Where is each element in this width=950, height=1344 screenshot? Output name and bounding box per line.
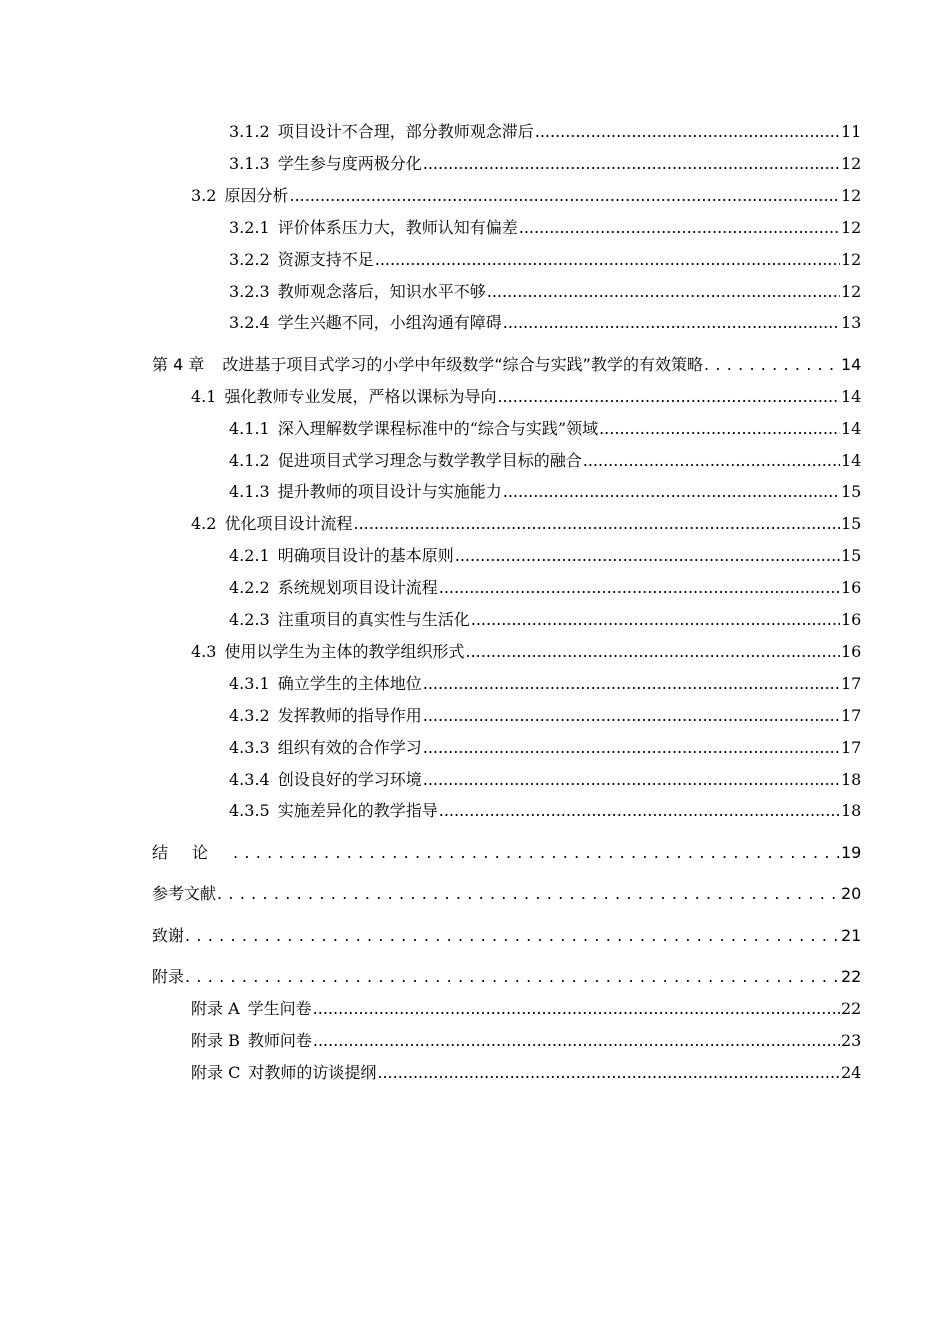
toc-entry-title: 促进项目式学习理念与数学教学目标的融合 bbox=[277, 451, 582, 470]
toc-references-entry[interactable] bbox=[152, 884, 862, 904]
dot-leader bbox=[471, 610, 840, 630]
toc-entry-title: 对教师的访谈提纲 bbox=[248, 1063, 377, 1082]
toc-entry-page: 16 bbox=[841, 578, 862, 597]
toc-entry-page: 22 bbox=[841, 999, 862, 1018]
toc-entry-number: 4.3.4 bbox=[229, 770, 270, 789]
toc-appendix-entry[interactable] bbox=[152, 967, 862, 987]
toc-entry-title: 学生问卷 bbox=[247, 999, 312, 1018]
toc-entry-number: 4.1.2 bbox=[229, 451, 270, 470]
toc-entry[interactable] bbox=[191, 999, 862, 1019]
toc-entry[interactable] bbox=[191, 514, 862, 534]
toc-entry-page: 17 bbox=[841, 738, 862, 757]
toc-entry[interactable] bbox=[229, 482, 862, 502]
toc-entry[interactable] bbox=[229, 218, 862, 238]
dot-leader bbox=[455, 546, 840, 566]
toc-entry-number: 3.2.3 bbox=[229, 282, 270, 301]
toc-entry[interactable] bbox=[229, 706, 862, 726]
toc-acknowledgements-entry[interactable] bbox=[152, 926, 862, 946]
dot-leader bbox=[423, 154, 840, 174]
toc-entry-page: 23 bbox=[841, 1031, 862, 1050]
toc-entry[interactable] bbox=[229, 250, 862, 270]
toc-entry-title: 致谢 bbox=[152, 926, 185, 945]
toc-entry-page: 17 bbox=[841, 674, 862, 693]
toc-entry[interactable] bbox=[191, 387, 862, 407]
toc-entry-number: 4.3 bbox=[191, 642, 217, 661]
toc-entry-title: 原因分析 bbox=[224, 186, 289, 205]
dot-leader bbox=[375, 250, 840, 270]
toc-entry-number: 附录 B bbox=[191, 1031, 240, 1050]
toc-entry[interactable] bbox=[191, 1063, 862, 1083]
toc-entry-number: 3.2.1 bbox=[229, 218, 270, 237]
toc-entry-page: 18 bbox=[841, 801, 862, 820]
toc-entry-page: 21 bbox=[841, 926, 862, 945]
toc-entry[interactable] bbox=[191, 1031, 862, 1051]
dot-leader bbox=[503, 482, 840, 502]
toc-entry-page: 15 bbox=[841, 482, 862, 501]
toc-entry-number: 4.3.5 bbox=[229, 801, 270, 820]
toc-entry-title: 注重项目的真实性与生活化 bbox=[277, 610, 470, 629]
toc-entry-page: 11 bbox=[841, 122, 862, 141]
dot-leader bbox=[599, 419, 840, 439]
dot-leader bbox=[423, 674, 840, 694]
dot-leader bbox=[439, 801, 840, 821]
toc-entry[interactable] bbox=[191, 642, 862, 662]
toc-entry-title: 参考文献 bbox=[152, 884, 217, 903]
toc-entry-number: 4.1 bbox=[191, 387, 217, 406]
dot-leader bbox=[583, 451, 840, 471]
dot-leader bbox=[465, 642, 840, 662]
toc-entry-page: 16 bbox=[841, 642, 862, 661]
toc-entry-page: 12 bbox=[841, 250, 862, 269]
toc-entry-title: 评价体系压力大，教师认知有偏差 bbox=[277, 218, 518, 237]
toc-entry-title: 优化项目设计流程 bbox=[224, 514, 353, 533]
toc-entry-page: 12 bbox=[841, 218, 862, 237]
toc-entry[interactable] bbox=[229, 610, 862, 630]
toc-entry[interactable] bbox=[229, 578, 862, 598]
dot-leader bbox=[185, 967, 840, 987]
toc-entry-page: 14 bbox=[841, 355, 862, 374]
dot-leader bbox=[423, 738, 840, 758]
toc-entry-page: 19 bbox=[841, 843, 862, 862]
toc-entry-title: 资源支持不足 bbox=[277, 250, 374, 269]
toc-entry-page: 22 bbox=[841, 967, 862, 986]
toc-entry-number: 3.1.3 bbox=[229, 154, 270, 173]
toc-chapter-entry[interactable] bbox=[152, 355, 862, 375]
toc-entry-number: 附录 A bbox=[191, 999, 240, 1018]
toc-entry-title: 学生参与度两极分化 bbox=[277, 154, 422, 173]
toc-entry[interactable] bbox=[229, 154, 862, 174]
dot-leader bbox=[519, 218, 840, 238]
toc-entry-number: 4.1.3 bbox=[229, 482, 270, 501]
toc-entry-page: 14 bbox=[841, 419, 862, 438]
dot-leader bbox=[704, 355, 840, 375]
toc-entry[interactable] bbox=[229, 738, 862, 758]
toc-entry-page: 18 bbox=[841, 770, 862, 789]
toc-entry[interactable] bbox=[229, 419, 862, 439]
toc-entry-number: 4.1.1 bbox=[229, 419, 270, 438]
toc-entry-page: 15 bbox=[841, 514, 862, 533]
toc-entry-title: 学生兴趣不同，小组沟通有障碍 bbox=[277, 313, 502, 332]
toc-entry-page: 16 bbox=[841, 610, 862, 629]
toc-entry-page: 12 bbox=[841, 154, 862, 173]
toc-entry[interactable] bbox=[229, 313, 862, 333]
toc-entry-number: 4.3.3 bbox=[229, 738, 270, 757]
toc-entry-number: 4.2 bbox=[191, 514, 217, 533]
dot-leader bbox=[423, 706, 840, 726]
dot-leader bbox=[185, 926, 840, 946]
toc-entry-page: 17 bbox=[841, 706, 862, 725]
toc-entry-title: 发挥教师的指导作用 bbox=[277, 706, 422, 725]
dot-leader bbox=[487, 282, 840, 302]
toc-entry-title: 改进基于项目式学习的小学中年级数学“综合与实践”教学的有效策略 bbox=[222, 355, 703, 374]
toc-entry-title: 确立学生的主体地位 bbox=[277, 674, 422, 693]
toc-entry-number: 4.3.1 bbox=[229, 674, 270, 693]
toc-entry-title: 教师问卷 bbox=[247, 1031, 312, 1050]
toc-entry-page: 12 bbox=[841, 282, 862, 301]
toc-entry-title: 深入理解数学课程标准中的“综合与实践”领域 bbox=[277, 419, 599, 438]
toc-entry-number: 4.3.2 bbox=[229, 706, 270, 725]
toc-entry-title: 提升教师的项目设计与实施能力 bbox=[277, 482, 502, 501]
toc-entry-number: 4.2.2 bbox=[229, 578, 270, 597]
dot-leader bbox=[217, 884, 840, 904]
toc-entry[interactable] bbox=[229, 770, 862, 790]
toc-conclusion-entry[interactable] bbox=[152, 843, 862, 863]
toc-entry-title: 附录 bbox=[152, 967, 185, 986]
toc-entry-page: 14 bbox=[841, 451, 862, 470]
toc-entry[interactable] bbox=[229, 282, 862, 302]
dot-leader bbox=[313, 1031, 840, 1051]
dot-leader bbox=[423, 770, 840, 790]
toc-entry-page: 14 bbox=[841, 387, 862, 406]
toc-entry-title: 强化教师专业发展，严格以课标为导向 bbox=[224, 387, 497, 406]
toc-entry-title: 创设良好的学习环境 bbox=[277, 770, 422, 789]
toc-entry[interactable] bbox=[229, 674, 862, 694]
toc-entry-title: 系统规划项目设计流程 bbox=[277, 578, 438, 597]
toc-entry-page: 13 bbox=[841, 313, 862, 332]
toc-entry-number: 第 4 章 bbox=[152, 355, 205, 374]
toc-entry-title: 使用以学生为主体的教学组织形式 bbox=[224, 642, 465, 661]
toc-entry-title: 项目设计不合理，部分教师观念滞后 bbox=[277, 122, 534, 141]
dot-leader bbox=[439, 578, 840, 598]
toc-entry-page: 20 bbox=[841, 884, 862, 903]
toc-entry-page: 24 bbox=[841, 1063, 862, 1082]
dot-leader bbox=[289, 186, 840, 206]
dot-leader bbox=[497, 387, 840, 407]
toc-entry-title: 明确项目设计的基本原则 bbox=[277, 546, 454, 565]
toc-entry-page: 12 bbox=[841, 186, 862, 205]
toc-entry-number: 3.1.2 bbox=[229, 122, 270, 141]
toc-entry-title: 结论 bbox=[152, 843, 233, 862]
toc-entry[interactable] bbox=[229, 122, 862, 142]
dot-leader bbox=[353, 514, 840, 534]
toc-entry-number: 4.2.1 bbox=[229, 546, 270, 565]
toc-entry[interactable] bbox=[229, 546, 862, 566]
dot-leader bbox=[313, 999, 840, 1019]
toc-entry-title: 组织有效的合作学习 bbox=[277, 738, 422, 757]
toc-entry-title: 实施差异化的教学指导 bbox=[277, 801, 438, 820]
dot-leader bbox=[535, 122, 840, 142]
toc-entry-number: 4.2.3 bbox=[229, 610, 270, 629]
toc-entry-number: 3.2.4 bbox=[229, 313, 270, 332]
toc-entry-title: 教师观念落后，知识水平不够 bbox=[277, 282, 486, 301]
dot-leader bbox=[503, 313, 840, 333]
toc-entry[interactable] bbox=[191, 186, 862, 206]
toc-entry-number: 附录 C bbox=[191, 1063, 241, 1082]
toc-entry[interactable] bbox=[229, 801, 862, 821]
toc-entry[interactable] bbox=[229, 451, 862, 471]
toc-entry-number: 3.2 bbox=[191, 186, 217, 205]
toc-entry-number: 3.2.2 bbox=[229, 250, 270, 269]
dot-leader bbox=[377, 1063, 840, 1083]
toc-entry-page: 15 bbox=[841, 546, 862, 565]
dot-leader bbox=[233, 843, 840, 863]
